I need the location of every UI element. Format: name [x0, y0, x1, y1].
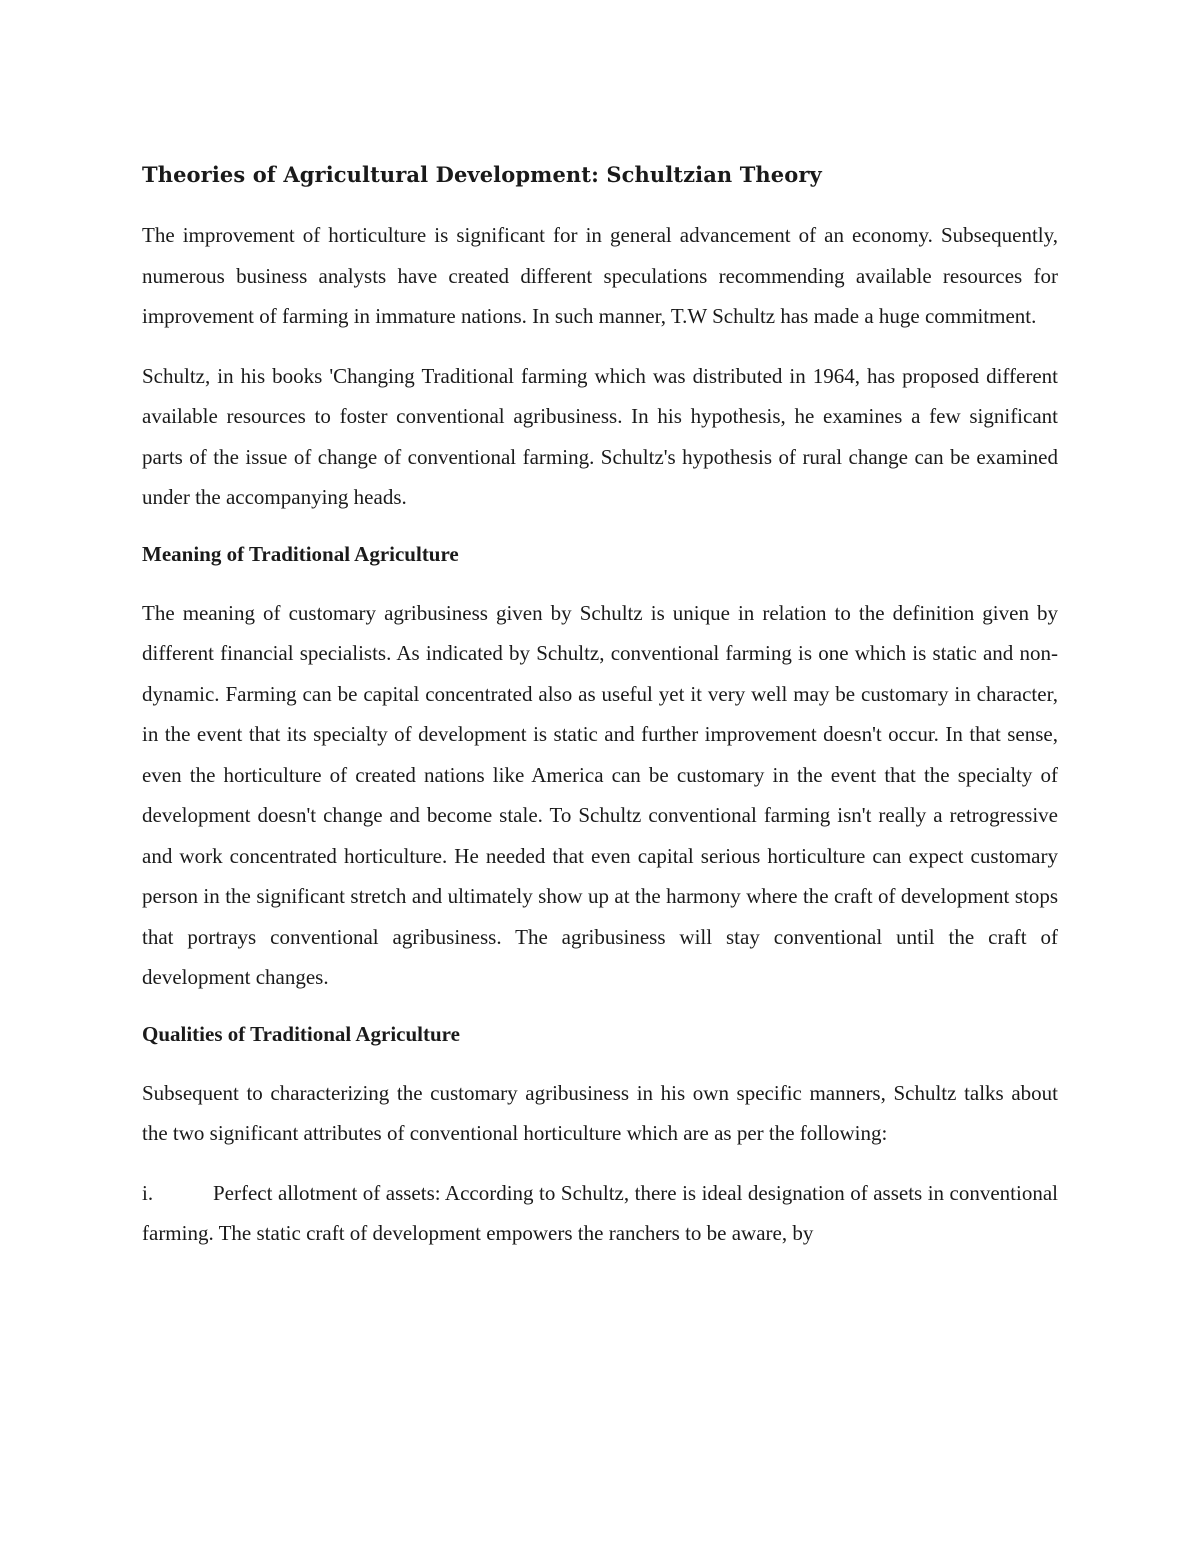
meaning-paragraph: The meaning of customary agribusiness given by Schultz is unique in relation to the definition given by different financial specialists. As indicated by Schultz, conventional farming is one which is static and non-dynamic. Farming can be capital concentrated also as useful yet it very well may be customary in character, in the event that its specialty of development is static and further improvement doesn't occur. In that sense, even the horticulture of created nations like America can be customary in the event that the specialty of development doesn't change and become stale. To Schultz conventional farming isn't really a retrogressive and work concentrated horticulture. He needed that even capital serious horticulture can expect customary person in the significant stretch and ultimately show up at the harmony where the craft of development stops that portrays conventional agribusiness. The agribusiness will stay conventional until the craft of development changes. [142, 600, 1058, 989]
section-heading-qualities: Qualities of Traditional Agriculture [142, 1021, 460, 1046]
list-item [142, 1173, 1058, 1254]
intro-paragraph-1: The improvement of horticulture is significant for in general advancement of an economy. Subsequently, numerous business analysts have created different speculations recommending available resources for improvement of farming in immature nations. In such manner, T.W Schultz has made a huge commitment. [142, 223, 1058, 328]
list-item-marker: i. [142, 1180, 154, 1205]
list-item-text: Perfect allotment of assets: According to Schultz, there is ideal designation of assets in conventional farming. The static craft of development empowers the ranchers to be aware, by [142, 1180, 1058, 1245]
qualities-paragraph: Subsequent to characterizing the customary agribusiness in his own specific manners, Schultz talks about the two significant attributes of conventional horticulture which are as per the following: [142, 1080, 1058, 1145]
intro-paragraph-2: Schultz, in his books 'Changing Traditional farming which was distributed in 1964, has proposed different available resources to foster conventional agribusiness. In his hypothesis, he examines a few significant parts of the issue of change of conventional farming. Schultz's hypothesis of rural change can be examined under the accompanying heads. [142, 363, 1058, 509]
document-body [142, 158, 1058, 1254]
document-title: Theories of Agricultural Development: Schultzian Theory [142, 162, 822, 187]
section-heading-meaning: Meaning of Traditional Agriculture [142, 541, 459, 566]
